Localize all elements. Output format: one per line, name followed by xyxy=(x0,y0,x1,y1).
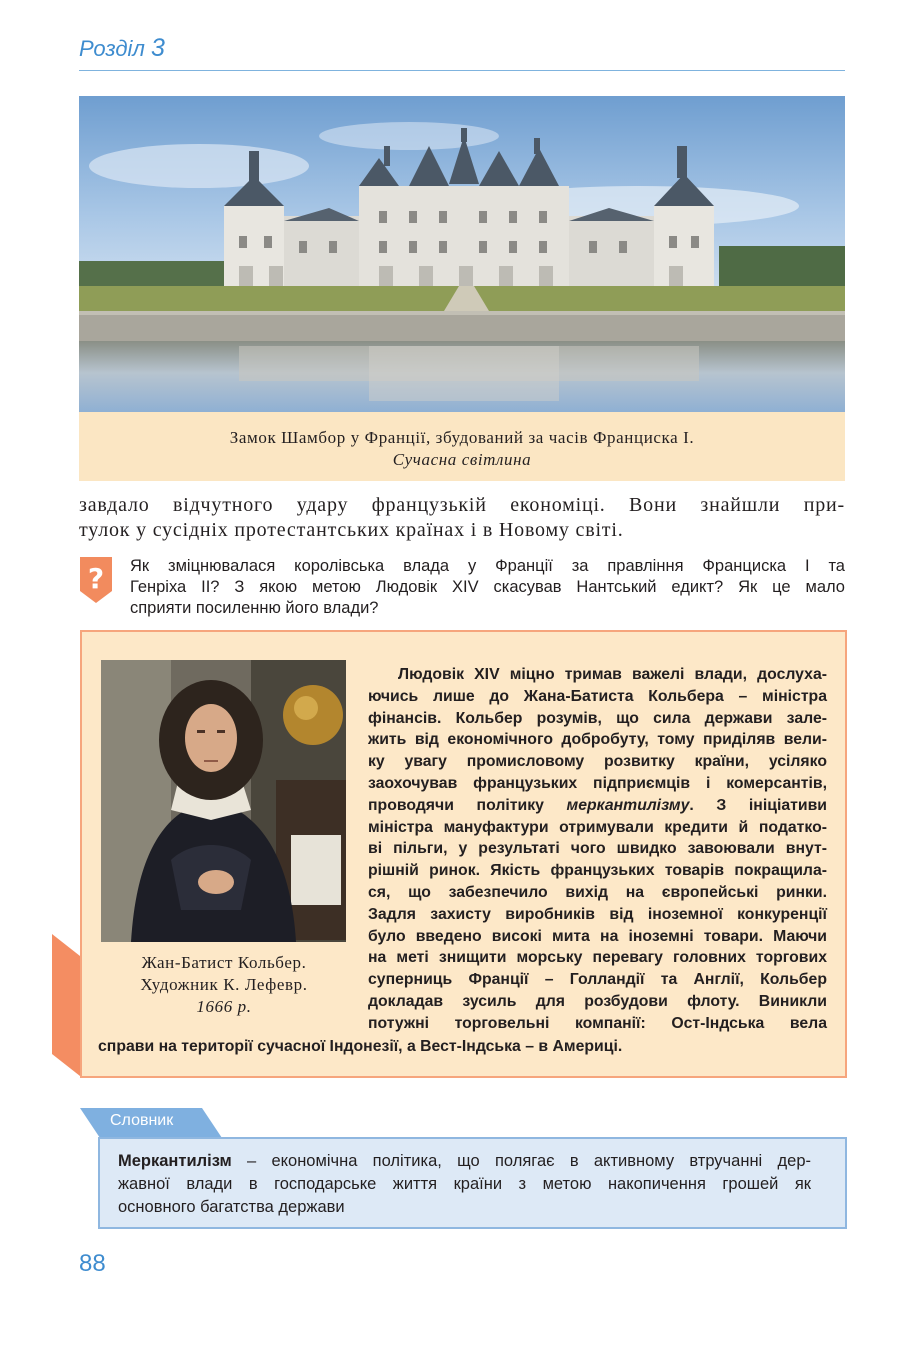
photo-caption-title: Замок Шамбор у Франції, збудований за часів Франциска І. xyxy=(229,428,695,447)
box-line: на меті знищити морську перевагу головних торгових xyxy=(368,949,827,967)
colbert-text-last-line xyxy=(98,1036,827,1058)
dictionary-line: основного багатства держави xyxy=(118,1198,345,1216)
box-side-tab xyxy=(52,934,80,1076)
dictionary-line: жавної влади в господарське життя країни з метою накопичення грошей як xyxy=(118,1175,811,1193)
box-line: було введено високі мита на іноземні товари. Маючи xyxy=(368,927,827,945)
colbert-portrait xyxy=(101,660,346,942)
body-line: тулок у сусідніх протестантських країнах і в Новому світі. xyxy=(79,519,624,541)
box-line: міністра мануфактури отримували кредити й податко- xyxy=(368,818,827,836)
dictionary-definition xyxy=(118,1150,811,1219)
portrait-caption xyxy=(99,952,349,1018)
box-line: жить від економічного добробуту, тому приділяв вели- xyxy=(368,731,827,749)
box-line: суперниць Франції – Голландії та Англії, Кольбер xyxy=(368,971,827,989)
box-line: рішній ринок. Якість французьких товарів покращила- xyxy=(368,862,827,880)
section-header xyxy=(79,34,165,63)
photo-caption-subtitle: Сучасна світлина xyxy=(392,450,532,469)
question-mark-icon xyxy=(80,557,112,603)
box-line-part: проводячи політику xyxy=(368,796,567,814)
box-line: Людовік XIV міцно тримав важелі влади, дослуха- xyxy=(398,666,827,683)
box-line: ві пільги, у результаті чого швидко завоювали внут- xyxy=(368,840,827,858)
box-line: заохочував французьких підприємців і комерсантів, xyxy=(368,774,827,792)
box-line: справи на території сучасної Індонезії, а Вест-Індська – в Америці. xyxy=(98,1038,623,1055)
section-word: Розділ xyxy=(79,36,145,61)
box-line: ку увагу промисловому розвитку країни, усіляко xyxy=(368,753,827,771)
body-text xyxy=(79,493,845,543)
body-line: завдало відчутного удару французькій економіці. Вони знайшли при- xyxy=(79,494,845,516)
chambord-castle-photo xyxy=(79,96,845,412)
section-number: 3 xyxy=(150,34,165,62)
colbert-text xyxy=(368,664,827,1035)
review-questions xyxy=(130,556,845,619)
dictionary-line xyxy=(118,1150,811,1173)
box-line-part: . З ініціативи xyxy=(689,796,827,814)
portrait-caption-artist: Художник К. Лефевр. xyxy=(140,975,308,994)
dictionary-term: Меркантилізм xyxy=(118,1152,232,1170)
box-line: Задля захисту виробників від іноземної конкуренції xyxy=(368,905,827,923)
page-number: 88 xyxy=(79,1250,106,1277)
dictionary-tab-label: Словник xyxy=(110,1112,174,1129)
box-line: ючись лише до Жана-Батиста Кольбера – міністра xyxy=(368,687,827,705)
question-line: Генріха ІІ? З якою метою Людовік XIV скасував Нантський едикт? Як це мало xyxy=(130,578,845,596)
portrait-caption-name: Жан-Батист Кольбер. xyxy=(141,953,307,972)
portrait-caption-year: 1666 р. xyxy=(196,997,252,1016)
box-line: ся, що забезпечило вихід на європейські ринки. xyxy=(368,883,827,901)
box-line: докладав зусиль для розбудови флоту. Виникли xyxy=(368,992,827,1010)
box-line: фінансів. Кольбер розумів, що сила держави зале- xyxy=(368,709,827,727)
question-line: Як зміцнювалася королівська влада у Франції за правління Франциска І та xyxy=(130,557,845,575)
box-line: потужні торговельні компанії: Ост-Індська вела xyxy=(368,1014,827,1032)
photo-caption xyxy=(79,412,845,481)
dictionary-line-part: – економічна політика, що полягає в активному втручанні дер- xyxy=(231,1152,811,1170)
mercantilism-term: меркантилізму xyxy=(566,796,690,814)
box-line xyxy=(368,795,827,817)
question-line: сприяти посиленню його влади? xyxy=(130,599,379,617)
header-divider xyxy=(79,70,845,71)
svg-text:?: ? xyxy=(87,562,105,595)
